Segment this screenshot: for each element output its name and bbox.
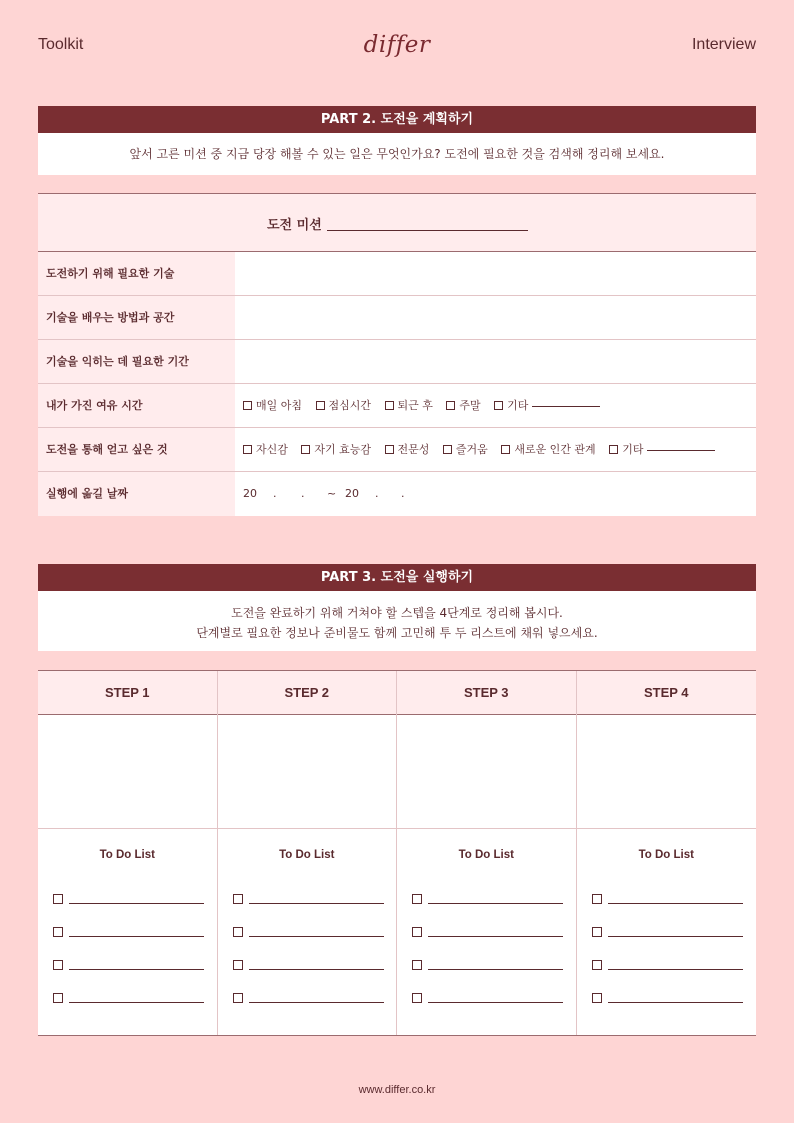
part2-plan-table: [38, 193, 756, 516]
step-header: STEP 3: [397, 671, 576, 715]
part3-intro: [38, 591, 756, 651]
part3-intro-line2: 단계별로 필요한 정보나 준비물도 함께 고민해 투 두 리스트에 채워 넣으세요.: [196, 626, 598, 640]
step-header: STEP 4: [577, 671, 757, 715]
todo-item[interactable]: [38, 927, 217, 960]
checkbox-option[interactable]: 새로운 인간 관계: [501, 428, 595, 471]
plan-row-date: [38, 472, 756, 516]
checkbox-icon[interactable]: [412, 894, 422, 904]
todo-list: [397, 894, 576, 1026]
part3-title-bar: PART 3. 도전을 실행하기: [38, 564, 756, 591]
checkbox-icon: [501, 445, 510, 454]
plan-row-free-time: [38, 384, 756, 428]
todo-item[interactable]: [397, 927, 576, 960]
checkbox-option[interactable]: 자신감: [243, 428, 288, 471]
todo-item[interactable]: [38, 894, 217, 927]
step-column: [577, 671, 757, 1035]
todo-list: [218, 894, 397, 1026]
checkbox-option[interactable]: 자기 효능감: [301, 428, 371, 471]
checkbox-icon: [443, 445, 452, 454]
step-content-area[interactable]: [38, 715, 217, 829]
step-header: STEP 2: [218, 671, 397, 715]
checkbox-icon[interactable]: [233, 993, 243, 1003]
todo-list-title: To Do List: [458, 849, 514, 861]
checkbox-icon: [301, 445, 310, 454]
row-label: 도전을 통해 얻고 싶은 것: [38, 428, 235, 471]
checkbox-icon: [609, 445, 618, 454]
row-label: 도전하기 위해 필요한 기술: [38, 252, 235, 295]
todo-item[interactable]: [397, 894, 576, 927]
checkbox-icon[interactable]: [53, 960, 63, 970]
todo-item[interactable]: [577, 927, 757, 960]
checkbox-option[interactable]: 주말: [446, 384, 480, 427]
checkbox-option[interactable]: 기타: [609, 428, 715, 471]
step-column: [397, 671, 577, 1035]
checkbox-icon: [385, 401, 394, 410]
skill-field[interactable]: [235, 252, 756, 295]
todo-item[interactable]: [577, 993, 757, 1026]
step-column: [38, 671, 218, 1035]
checkbox-icon[interactable]: [592, 993, 602, 1003]
mission-row: [38, 194, 756, 252]
checkbox-icon[interactable]: [412, 927, 422, 937]
toolkit-label: Toolkit: [38, 36, 84, 53]
todo-item[interactable]: [38, 960, 217, 993]
plan-row-period: [38, 340, 756, 384]
checkbox-icon: [243, 445, 252, 454]
checkbox-icon[interactable]: [233, 960, 243, 970]
part3-intro-line1: 도전을 완료하기 위해 거쳐야 할 스텝을 4단계로 정리해 봅시다.: [231, 606, 563, 620]
checkbox-icon[interactable]: [592, 894, 602, 904]
checkbox-icon[interactable]: [233, 894, 243, 904]
todo-item[interactable]: [577, 960, 757, 993]
todo-item[interactable]: [218, 993, 397, 1026]
checkbox-icon[interactable]: [592, 960, 602, 970]
part2-intro: 앞서 고른 미션 중 지금 당장 해볼 수 있는 일은 무엇인가요? 도전에 필요한 것을 검색해 정리해 보세요.: [38, 133, 756, 175]
step-content-area[interactable]: [577, 715, 757, 829]
period-field[interactable]: [235, 340, 756, 383]
checkbox-icon: [243, 401, 252, 410]
step-content-area[interactable]: [218, 715, 397, 829]
checkbox-icon[interactable]: [53, 927, 63, 937]
todo-item[interactable]: [397, 960, 576, 993]
todo-item[interactable]: [577, 894, 757, 927]
todo-item[interactable]: [38, 993, 217, 1026]
todo-list-title: To Do List: [279, 849, 335, 861]
checkbox-icon: [494, 401, 503, 410]
checkbox-icon: [316, 401, 325, 410]
page-header: [38, 32, 756, 60]
goal-options: [235, 428, 756, 471]
checkbox-icon[interactable]: [412, 993, 422, 1003]
todo-item[interactable]: [218, 927, 397, 960]
checkbox-icon: [385, 445, 394, 454]
interview-label: Interview: [691, 36, 756, 53]
checkbox-option[interactable]: 기타: [494, 384, 600, 427]
method-field[interactable]: [235, 296, 756, 339]
mission-label: 도전 미션: [267, 218, 322, 233]
todo-list: [38, 894, 217, 1026]
plan-row-goal: [38, 428, 756, 472]
plan-row-method: [38, 296, 756, 340]
step-table: [38, 670, 756, 1036]
row-label: 내가 가진 여유 시간: [38, 384, 235, 427]
todo-item[interactable]: [218, 894, 397, 927]
checkbox-option[interactable]: 즐거움: [443, 428, 488, 471]
checkbox-icon[interactable]: [53, 993, 63, 1003]
checkbox-option[interactable]: 매일 아침: [243, 384, 302, 427]
todo-list-title: To Do List: [99, 849, 155, 861]
checkbox-icon[interactable]: [412, 960, 422, 970]
plan-row-skill: [38, 252, 756, 296]
checkbox-icon[interactable]: [233, 927, 243, 937]
date-field[interactable]: 20 . . ~ 20 . .: [235, 472, 756, 516]
todo-item[interactable]: [397, 993, 576, 1026]
todo-list-title: To Do List: [638, 849, 694, 861]
step-header: STEP 1: [38, 671, 217, 715]
differ-logo: differ: [363, 32, 431, 58]
other-input-line[interactable]: [647, 450, 715, 451]
other-input-line[interactable]: [532, 406, 600, 407]
todo-list: [577, 894, 757, 1026]
checkbox-icon[interactable]: [592, 927, 602, 937]
step-column: [218, 671, 398, 1035]
checkbox-option[interactable]: 전문성: [385, 428, 430, 471]
footer-url[interactable]: www.differ.co.kr: [358, 1084, 436, 1096]
row-label: 실행에 옮길 날짜: [38, 472, 235, 516]
row-label: 기술을 익히는 데 필요한 기간: [38, 340, 235, 383]
checkbox-icon[interactable]: [53, 894, 63, 904]
row-label: 기술을 배우는 방법과 공간: [38, 296, 235, 339]
mission-input-line[interactable]: [327, 230, 528, 231]
free-time-options: [235, 384, 756, 427]
part2-title-bar: PART 2. 도전을 계획하기: [38, 106, 756, 133]
checkbox-option[interactable]: 점심시간: [316, 384, 372, 427]
todo-item[interactable]: [218, 960, 397, 993]
checkbox-icon: [446, 401, 455, 410]
checkbox-option[interactable]: 퇴근 후: [385, 384, 433, 427]
step-content-area[interactable]: [397, 715, 576, 829]
